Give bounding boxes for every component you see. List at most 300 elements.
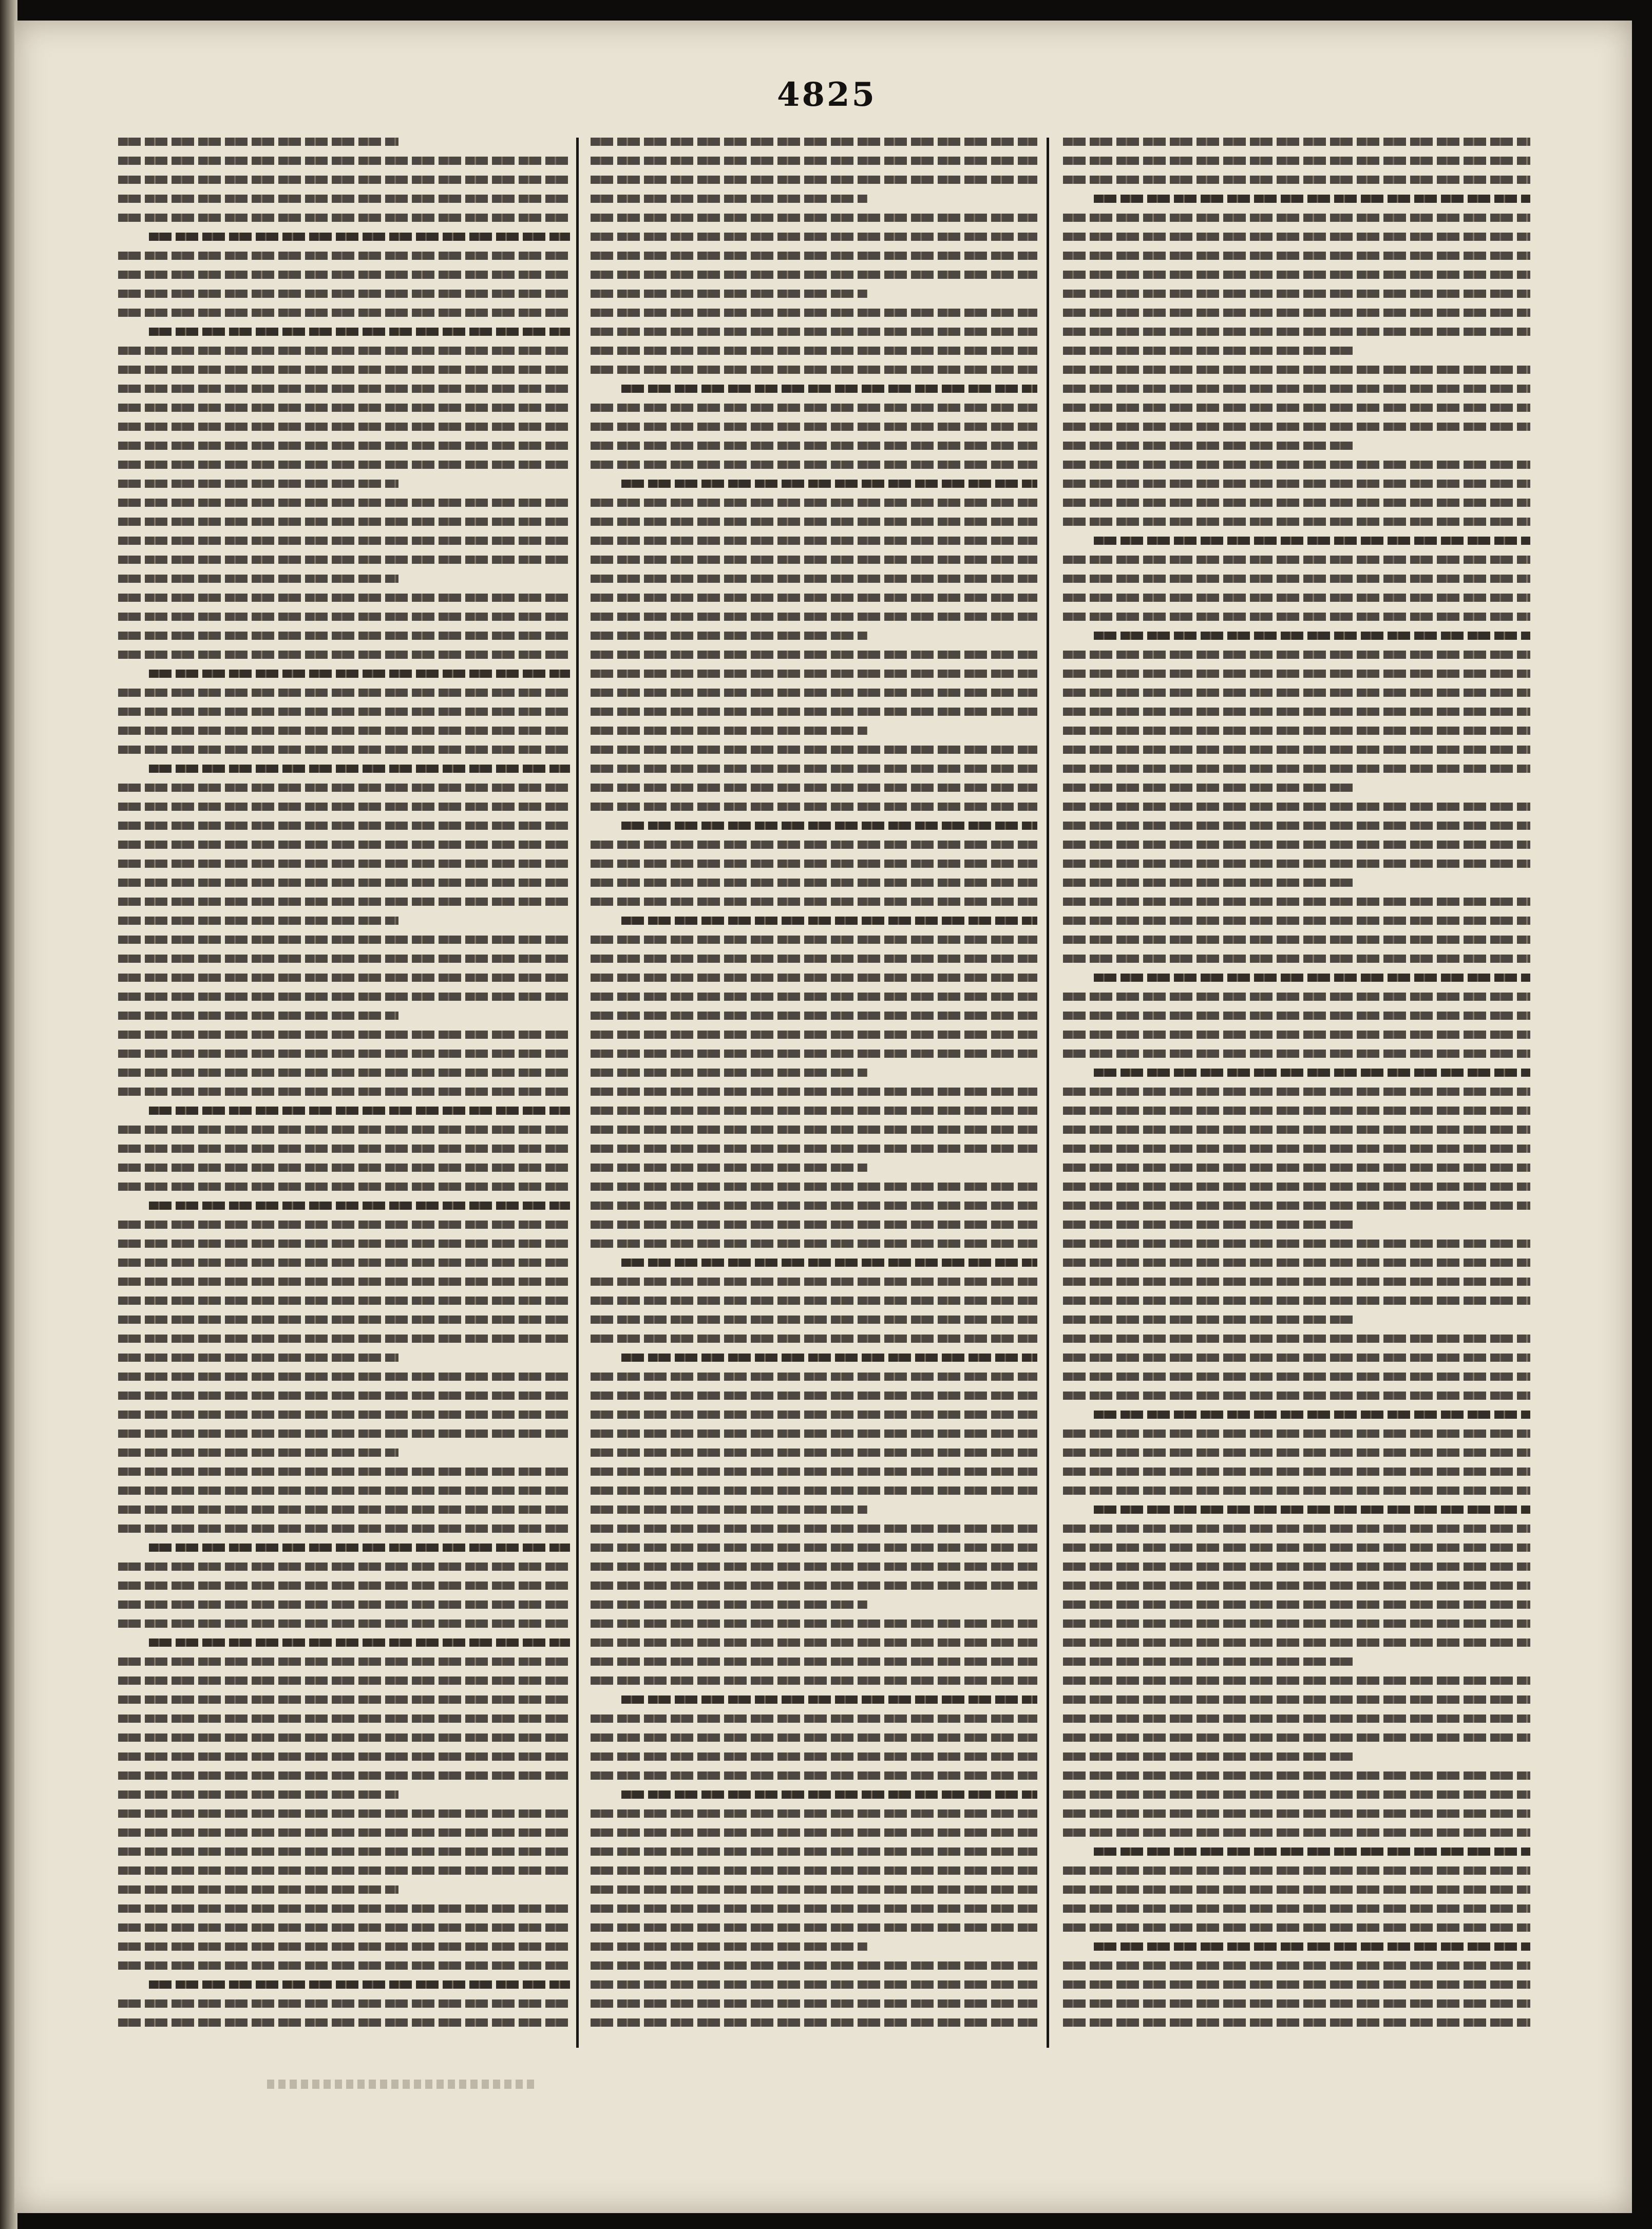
text-line <box>1063 803 1530 811</box>
text-line <box>1094 1411 1530 1419</box>
text-line <box>591 1145 1037 1153</box>
text-line <box>1063 1828 1530 1837</box>
text-line <box>591 1392 1037 1400</box>
text-line <box>591 518 1037 526</box>
text-line <box>149 1544 570 1552</box>
footer-smudge <box>267 2080 534 2089</box>
text-line <box>1063 499 1530 507</box>
text-line <box>591 1885 1037 1894</box>
text-line <box>591 784 1037 792</box>
text-line <box>1063 746 1530 754</box>
text-line <box>118 176 570 184</box>
text-line <box>1063 1620 1530 1628</box>
text-line <box>118 1733 570 1742</box>
text-line <box>118 1525 570 1533</box>
text-line <box>1063 1392 1530 1400</box>
text-line <box>149 1202 570 1210</box>
text-line <box>118 347 570 355</box>
text-line <box>118 1411 570 1419</box>
text-line <box>118 1771 570 1780</box>
text-line <box>591 2018 1037 2027</box>
text-line <box>118 917 398 925</box>
text-line <box>591 1544 1037 1552</box>
text-line <box>621 480 1037 488</box>
text-line <box>1063 993 1530 1001</box>
text-line <box>118 1354 398 1362</box>
text-line <box>1063 860 1530 868</box>
text-line <box>1063 575 1530 583</box>
text-line <box>118 1847 570 1856</box>
text-line <box>1063 1088 1530 1096</box>
text-line <box>118 442 570 450</box>
text-line <box>1063 841 1530 849</box>
text-line <box>1063 138 1530 146</box>
text-line <box>1063 1999 1530 2008</box>
text-line <box>591 1069 867 1077</box>
text-line <box>118 879 570 887</box>
text-line <box>149 233 570 241</box>
text-line <box>591 746 1037 754</box>
text-line <box>591 974 1037 982</box>
text-line <box>1063 1752 1353 1761</box>
text-line <box>591 366 1037 374</box>
text-line <box>1063 556 1530 564</box>
text-line <box>118 1620 570 1628</box>
text-line <box>1063 1126 1530 1134</box>
text-line <box>118 1506 570 1514</box>
text-line <box>591 1828 1037 1837</box>
text-line <box>591 1183 1037 1191</box>
text-line <box>118 613 570 621</box>
text-line <box>1063 1316 1353 1324</box>
text-line <box>118 594 570 602</box>
text-line <box>1063 822 1530 830</box>
text-line <box>591 1923 1037 1932</box>
text-line <box>591 1658 1037 1666</box>
text-line <box>1063 708 1530 716</box>
text-line <box>591 613 1037 621</box>
text-line <box>118 2018 570 2027</box>
text-line <box>591 1999 1037 2008</box>
text-line <box>118 955 570 963</box>
text-line <box>118 423 570 431</box>
text-line <box>1063 252 1530 260</box>
text-line <box>118 1601 570 1609</box>
text-line <box>118 822 570 830</box>
text-line <box>591 632 867 640</box>
text-line <box>591 841 1037 849</box>
text-line <box>591 423 1037 431</box>
text-line <box>118 993 570 1001</box>
text-line <box>1063 1373 1530 1381</box>
text-line <box>118 1031 570 1039</box>
text-line <box>1063 1449 1530 1457</box>
text-line <box>591 1316 1037 1324</box>
text-line <box>1063 784 1353 792</box>
text-line <box>1063 1525 1530 1533</box>
text-line <box>591 1752 1037 1761</box>
text-line <box>591 1411 1037 1419</box>
text-line <box>591 157 1037 165</box>
text-line <box>149 1639 570 1647</box>
text-line <box>591 195 867 203</box>
text-line <box>1063 1221 1353 1229</box>
text-line <box>118 1430 570 1438</box>
text-line <box>1094 195 1530 203</box>
text-line <box>118 689 570 697</box>
text-line <box>118 1221 570 1229</box>
text-line <box>1063 1335 1530 1343</box>
text-line <box>591 499 1037 507</box>
text-line <box>1063 1714 1530 1723</box>
text-line <box>118 1676 570 1685</box>
text-line <box>118 1297 570 1305</box>
text-line <box>118 727 570 735</box>
text-line <box>118 499 570 507</box>
text-line <box>1063 1468 1530 1476</box>
text-line <box>1063 1164 1530 1172</box>
text-line <box>118 1563 570 1571</box>
text-line <box>591 1126 1037 1134</box>
text-line <box>118 974 570 982</box>
text-line <box>591 1487 1037 1495</box>
text-line <box>591 670 1037 678</box>
text-line <box>591 442 1037 450</box>
text-line <box>118 195 570 203</box>
text-line <box>118 1714 570 1723</box>
text-line <box>1063 1145 1530 1153</box>
text-line <box>1063 955 1530 963</box>
text-line <box>118 1126 570 1134</box>
text-line <box>591 1942 867 1951</box>
text-line <box>591 233 1037 241</box>
text-line <box>591 1164 867 1172</box>
text-line <box>1063 1259 1530 1267</box>
text-line <box>1063 727 1530 735</box>
text-line <box>591 1771 1037 1780</box>
text-line <box>118 1961 570 1970</box>
text-line <box>591 1620 1037 1628</box>
text-line <box>1094 1942 1530 1951</box>
text-line <box>118 632 570 640</box>
text-line <box>1094 1069 1530 1077</box>
text-line <box>149 1107 570 1115</box>
text-line <box>1063 765 1530 773</box>
text-line <box>591 1866 1037 1875</box>
text-line <box>149 670 570 678</box>
text-line <box>118 803 570 811</box>
text-line <box>1094 974 1530 982</box>
text-line <box>118 1809 570 1818</box>
text-line <box>118 290 570 298</box>
text-line <box>1063 176 1530 184</box>
text-line <box>118 309 570 317</box>
text-line <box>591 461 1037 469</box>
text-line <box>1094 1847 1530 1856</box>
text-line <box>1063 1658 1353 1666</box>
text-line <box>591 1373 1037 1381</box>
text-line <box>118 1942 570 1951</box>
text-line <box>621 385 1037 393</box>
text-line <box>1063 1923 1530 1932</box>
text-line <box>149 328 570 336</box>
text-line <box>621 1259 1037 1267</box>
text-line <box>591 898 1037 906</box>
text-line <box>118 898 570 906</box>
text-line <box>1063 1107 1530 1115</box>
text-line <box>1063 1904 1530 1913</box>
text-line <box>1063 1639 1530 1647</box>
text-line <box>591 879 1037 887</box>
text-line <box>591 651 1037 659</box>
column-divider <box>576 138 579 2048</box>
text-line <box>118 784 570 792</box>
text-line <box>591 1809 1037 1818</box>
text-line <box>118 1012 398 1020</box>
text-line <box>118 385 570 393</box>
text-line <box>591 176 1037 184</box>
text-line <box>591 290 867 298</box>
text-line <box>118 936 570 944</box>
text-line <box>1063 328 1530 336</box>
text-line <box>591 309 1037 317</box>
text-line <box>591 1904 1037 1913</box>
text-line <box>1063 1050 1530 1058</box>
text-line <box>591 1639 1037 1647</box>
text-line <box>1063 936 1530 944</box>
text-line <box>591 1582 1037 1590</box>
text-line <box>591 575 1037 583</box>
text-line <box>1094 1506 1530 1514</box>
text-line <box>1063 157 1530 165</box>
text-line <box>1063 404 1530 412</box>
page-number: 4825 <box>776 75 877 114</box>
text-line <box>591 1961 1037 1970</box>
text-line <box>118 1468 570 1476</box>
text-line <box>591 1714 1037 1723</box>
text-line <box>1063 1695 1530 1704</box>
text-line <box>118 1582 570 1590</box>
text-line <box>118 1658 570 1666</box>
text-line <box>118 1335 570 1343</box>
text-line <box>1063 1885 1530 1894</box>
text-line <box>1063 1790 1530 1799</box>
text-line <box>118 537 570 545</box>
text-line <box>591 1278 1037 1286</box>
text-line <box>1063 879 1353 887</box>
text-line <box>118 1449 398 1457</box>
text-line <box>591 1297 1037 1305</box>
text-line <box>1063 1240 1530 1248</box>
text-column-3 <box>1063 138 1530 2048</box>
text-line <box>1063 689 1530 697</box>
text-line <box>1063 366 1530 374</box>
text-line <box>591 328 1037 336</box>
text-line <box>118 480 398 488</box>
text-line <box>1063 385 1530 393</box>
text-line <box>118 252 570 260</box>
text-line <box>621 1695 1037 1704</box>
text-line <box>118 651 570 659</box>
text-line <box>591 1335 1037 1343</box>
text-line <box>118 708 570 716</box>
text-line <box>1063 1582 1530 1590</box>
text-line <box>591 993 1037 1001</box>
text-line <box>591 1449 1037 1457</box>
text-line <box>591 1107 1037 1115</box>
text-line <box>1063 917 1530 925</box>
text-line <box>591 765 1037 773</box>
text-line <box>591 1430 1037 1438</box>
text-line <box>118 138 398 146</box>
text-line <box>118 1828 570 1837</box>
text-line <box>149 765 570 773</box>
text-line <box>1063 347 1353 355</box>
text-line <box>1063 1771 1530 1780</box>
text-line <box>118 1278 570 1286</box>
text-line <box>591 708 1037 716</box>
text-line <box>118 1373 570 1381</box>
text-line <box>118 1752 570 1761</box>
text-line <box>591 1221 1037 1229</box>
text-line <box>1063 670 1530 678</box>
text-line <box>1063 423 1530 431</box>
text-line <box>118 1790 398 1799</box>
text-line <box>1063 1601 1530 1609</box>
text-line <box>591 1676 1037 1685</box>
text-line <box>1063 1012 1530 1020</box>
text-line <box>621 822 1037 830</box>
text-line <box>591 1733 1037 1742</box>
text-line <box>118 271 570 279</box>
text-line <box>149 1980 570 1989</box>
text-line <box>591 594 1037 602</box>
column-divider <box>1047 138 1049 2048</box>
text-line <box>1063 1354 1530 1362</box>
text-line <box>1063 1544 1530 1552</box>
text-line <box>1063 1809 1530 1818</box>
text-line <box>591 1088 1037 1096</box>
text-line <box>1063 1031 1530 1039</box>
text-line <box>591 347 1037 355</box>
text-line <box>591 689 1037 697</box>
text-line <box>118 1904 570 1913</box>
text-line <box>118 1050 570 1058</box>
text-line <box>118 1885 398 1894</box>
text-line <box>118 575 398 583</box>
text-line <box>118 1240 570 1248</box>
text-line <box>118 746 570 754</box>
text-line <box>591 1601 867 1609</box>
text-line <box>118 404 570 412</box>
text-line <box>1094 632 1530 640</box>
text-line <box>1063 1202 1530 1210</box>
text-line <box>591 1847 1037 1856</box>
text-line <box>1063 461 1530 469</box>
text-line <box>591 727 867 735</box>
text-line <box>118 1999 570 2008</box>
text-line <box>118 1145 570 1153</box>
text-line <box>591 803 1037 811</box>
text-line <box>118 157 570 165</box>
text-line <box>118 214 570 222</box>
text-line <box>1063 1487 1530 1495</box>
text-column-2 <box>591 138 1037 2048</box>
text-line <box>1063 1278 1530 1286</box>
text-line <box>118 1259 570 1267</box>
text-line <box>591 860 1037 868</box>
text-line <box>118 1069 570 1077</box>
text-line <box>1094 537 1530 545</box>
text-line <box>118 556 570 564</box>
text-line <box>591 1202 1037 1210</box>
text-line <box>621 1354 1037 1362</box>
text-line <box>1063 1430 1530 1438</box>
text-line <box>1063 1961 1530 1970</box>
text-line <box>591 1468 1037 1476</box>
text-line <box>1063 1676 1530 1685</box>
text-line <box>1063 1297 1530 1305</box>
text-line <box>1063 518 1530 526</box>
text-line <box>591 1031 1037 1039</box>
text-line <box>1063 271 1530 279</box>
text-line <box>591 1506 867 1514</box>
text-line <box>118 1088 570 1096</box>
text-line <box>591 1525 1037 1533</box>
text-line <box>118 1392 570 1400</box>
text-line <box>1063 442 1353 450</box>
text-line <box>591 1980 1037 1989</box>
text-line <box>591 138 1037 146</box>
text-line <box>591 404 1037 412</box>
text-line <box>591 1012 1037 1020</box>
text-line <box>118 1866 570 1875</box>
text-line <box>1063 214 1530 222</box>
text-line <box>1063 1866 1530 1875</box>
text-line <box>1063 309 1530 317</box>
text-line <box>591 556 1037 564</box>
text-line <box>1063 1183 1530 1191</box>
text-line <box>1063 1980 1530 1989</box>
text-line <box>1063 613 1530 621</box>
text-line <box>118 1164 570 1172</box>
text-line <box>1063 2018 1530 2027</box>
text-line <box>621 917 1037 925</box>
text-line <box>118 1923 570 1932</box>
text-line <box>591 1240 1037 1248</box>
text-line <box>118 461 570 469</box>
text-line <box>1063 1733 1530 1742</box>
text-line <box>118 366 570 374</box>
text-line <box>591 1050 1037 1058</box>
text-line <box>591 955 1037 963</box>
text-line <box>591 252 1037 260</box>
text-line <box>1063 233 1530 241</box>
text-line <box>1063 651 1530 659</box>
text-line <box>591 936 1037 944</box>
text-line <box>591 271 1037 279</box>
text-line <box>1063 290 1530 298</box>
text-line <box>118 518 570 526</box>
text-line <box>118 1695 570 1704</box>
text-line <box>591 537 1037 545</box>
text-line <box>118 1487 570 1495</box>
text-line <box>118 860 570 868</box>
text-line <box>118 841 570 849</box>
text-line <box>1063 1563 1530 1571</box>
text-line <box>591 1563 1037 1571</box>
text-line <box>591 214 1037 222</box>
